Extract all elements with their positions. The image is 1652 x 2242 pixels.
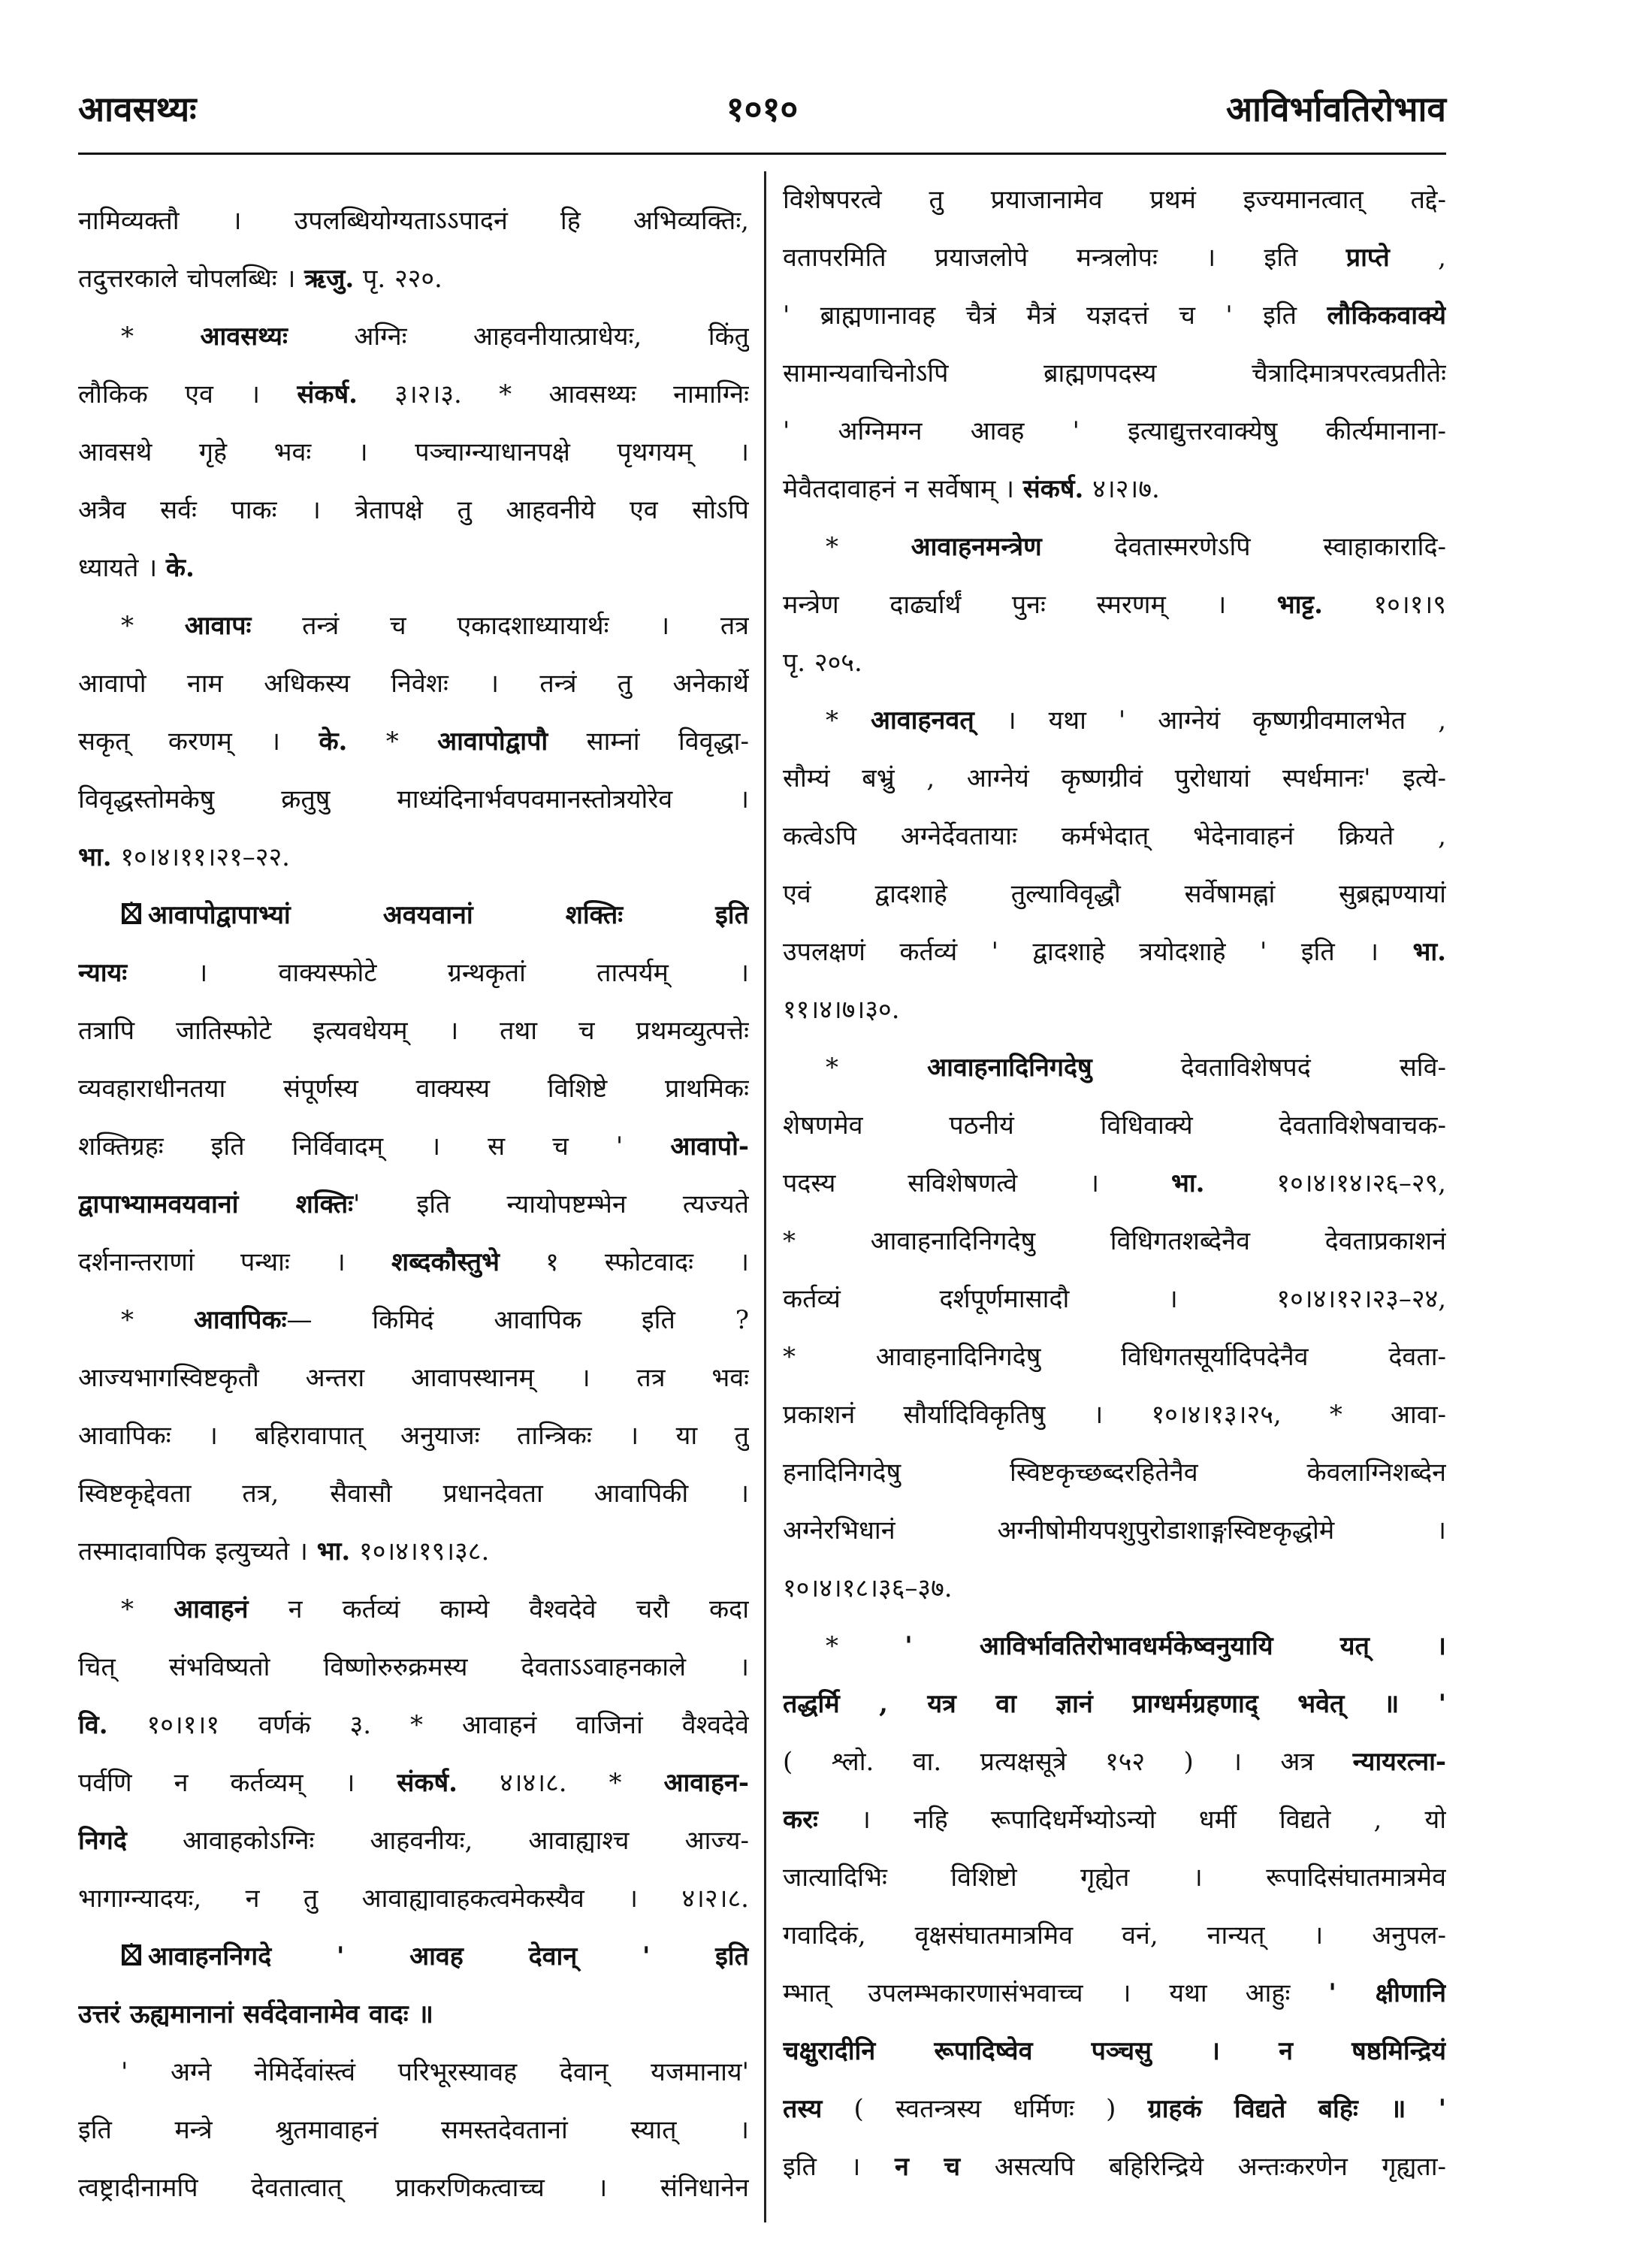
- text-segment: *: [347, 727, 438, 757]
- text-line: [783, 461, 1446, 518]
- text-segment: प्रकाशनं सौर्यादिविकृतिषु । १०।४।१३।२५, * आवा-: [783, 1400, 1446, 1430]
- text-segment: ११।४।७।३०.: [783, 995, 900, 1025]
- text-line: [78, 887, 749, 944]
- bold-term: आवाहनमन्त्रेण: [911, 532, 1042, 562]
- bold-term: आवापोद्वापौ: [437, 727, 548, 757]
- text-segment: *: [121, 611, 185, 641]
- text-line: [783, 1791, 1446, 1849]
- text-segment: — किमिदं आवापिक इति ?: [286, 1305, 749, 1335]
- text-line: [78, 1465, 749, 1523]
- header-rule: [78, 153, 1446, 155]
- text-segment: न कर्तव्यं काम्ये वैश्वदेवे चरौ कदा: [248, 1594, 749, 1624]
- bold-term: भा.: [78, 842, 112, 872]
- bold-term: आवाहन-: [663, 1768, 749, 1798]
- text-segment: त्वष्ट्रादीनामपि देवतात्वात् प्राकरणिकत्वाच्च । संनिधानेन: [78, 2173, 749, 2203]
- text-line: [78, 2101, 749, 2159]
- text-segment: नामिव्यक्तौ । उपलब्धियोग्यताऽऽपादनं हि अभिव्यक्तिः,: [78, 206, 749, 236]
- text-segment: ( स्वतन्त्रस्य धर्मिणः ): [822, 2094, 1148, 2124]
- text-segment: पृ. २२०.: [354, 264, 442, 294]
- text-segment: पृ. २०५.: [783, 648, 862, 678]
- head-left-word: आवसथ्यः: [78, 89, 197, 129]
- text-segment: १०।४।१९।३८.: [350, 1536, 490, 1567]
- text-line: [783, 1502, 1446, 1560]
- text-segment: । वाक्यस्फोटे ग्रन्थकृतां तात्पर्यम् ।: [127, 958, 749, 988]
- text-segment: असत्यपि बहिरिन्द्रिये अन्तःकरणेन गृह्यता-: [960, 2152, 1446, 2182]
- text-segment: सौम्यं बभ्रुं , आग्नेयं कृष्णग्रीवं पुरोधायां स्पर्धमानः' इत्ये-: [783, 763, 1446, 793]
- text-segment: जात्यादिभिः विशिष्टो गृह्येत । रूपादिसंघातमात्रमेव: [783, 1863, 1446, 1893]
- text-segment: स्विष्टकृद्देवता तत्र, सैवासौ प्रधानदेवता आवापिकी ।: [78, 1479, 749, 1509]
- text-line: [783, 1155, 1446, 1213]
- bold-term: आवसथ्यः: [200, 322, 288, 352]
- text-segment: गवादिकं, वृक्षसंघातमात्रमिव वनं, नान्यत् । अनुपल-: [783, 1920, 1446, 1950]
- text-line: [783, 518, 1446, 576]
- text-segment: १ स्फोटवादः ।: [499, 1247, 749, 1277]
- text-line: [783, 403, 1446, 461]
- text-segment: आवापिकः । बहिरावापात् अनुयाजः तान्त्रिकः । या तु: [78, 1421, 749, 1451]
- bold-term: के.: [319, 727, 348, 757]
- text-segment: । यथा ' आग्नेयं कृष्णग्रीवमालभेत ,: [974, 706, 1446, 736]
- text-segment: १०।४।१४।२६–२९,: [1204, 1168, 1446, 1198]
- text-segment: १०।१।९: [1322, 590, 1446, 620]
- text-segment: इति ।: [783, 2152, 895, 2182]
- bold-term: वि.: [78, 1710, 108, 1740]
- text-segment: तत्रापि जातिस्फोटे इत्यवधेयम् । तथा च प्रथमव्युत्पत्तेः: [78, 1016, 749, 1046]
- text-line: [783, 287, 1446, 345]
- text-line: [78, 771, 749, 829]
- text-line: [783, 1733, 1446, 1791]
- text-line: [78, 1754, 749, 1812]
- text-segment: चित् संभविष्यतो विष्णोरुरुक्रमस्य देवताऽऽवाहनकाले ।: [78, 1652, 749, 1682]
- text-line: [78, 1870, 749, 1928]
- text-line: [78, 1928, 749, 1986]
- text-line: [783, 923, 1446, 981]
- left-column: [78, 192, 749, 2221]
- text-line: [783, 2023, 1446, 2080]
- text-segment: * आवाहनादिनिगदेषु विधिगतशब्देनैव देवताप्रकाशनं: [783, 1226, 1446, 1256]
- text-segment: शेषणमेव पठनीयं विधिवाक्ये देवताविशेषवाचक-: [783, 1110, 1446, 1141]
- text-segment: ' इति न्यायोपष्टम्भेन त्यज्यते: [353, 1189, 749, 1219]
- text-segment: आवापो नाम अधिकस्य निवेशः । तन्त्रं तु अनेकार्थे: [78, 669, 749, 699]
- text-line: [783, 2138, 1446, 2196]
- running-head: [78, 75, 1446, 143]
- text-line: [783, 2080, 1446, 2138]
- text-line: [783, 981, 1446, 1039]
- text-line: [783, 1849, 1446, 1907]
- bold-term: आवाहनवत्: [871, 706, 974, 736]
- bold-term: भाट्ट.: [1276, 590, 1323, 620]
- bold-term: संकर्ष.: [1022, 474, 1084, 504]
- text-line: [78, 597, 749, 655]
- text-line: [78, 1581, 749, 1639]
- text-line: [783, 1444, 1446, 1502]
- text-line: [78, 1639, 749, 1697]
- text-segment: ' अग्ने नेमिर्देवांस्त्वं परिभूरस्यावह देवान् यजमानाय': [121, 2057, 749, 2087]
- text-line: [78, 1292, 749, 1349]
- text-segment: तन्त्रं च एकादशाध्यायार्थः । तत्र: [251, 611, 749, 641]
- text-line: [783, 1213, 1446, 1271]
- bold-term: ' क्षीणानि: [1328, 1978, 1446, 2008]
- text-line: [783, 1039, 1446, 1097]
- text-line: [783, 692, 1446, 750]
- bold-term: ' आविर्भावतिरोभावधर्मकेष्वनुयायि यत् ।: [905, 1631, 1446, 1661]
- bold-term: ग्राहकं विद्यते बहिः ॥ ': [1147, 2094, 1446, 2124]
- text-segment: सामान्यवाचिनोऽपि ब्राह्मणपदस्य चैत्रादिमात्रपरत्वप्रतीतेः: [783, 358, 1446, 388]
- text-segment: *: [121, 322, 201, 352]
- bold-term: उत्तरं ऊह्यमानानां सर्वदेवानामेव वादः ॥: [78, 1999, 433, 2029]
- text-line: [783, 866, 1446, 923]
- text-segment: वतापरमिति प्रयाजलोपे मन्त्रलोपः । इति: [783, 243, 1346, 273]
- text-line: [78, 655, 749, 713]
- text-segment: विशेषपरत्वे तु प्रयाजानामेव प्रथमं इज्यमानत्वात् तद्दे-: [783, 185, 1446, 215]
- text-segment: साम्नां विवृद्धा-: [548, 727, 749, 757]
- text-line: [78, 1118, 749, 1176]
- bold-term: के.: [165, 553, 195, 583]
- text-line: [783, 1907, 1446, 1965]
- text-segment: देवताविशेषपदं सवि-: [1092, 1053, 1446, 1083]
- text-segment: देवतास्मरणेऽपि स्वाहाकारादि-: [1041, 532, 1446, 562]
- text-segment: *: [826, 1631, 905, 1661]
- bold-term: आवाहननिगदे ' आवह देवान् ' इति: [148, 1941, 749, 1972]
- text-line: [783, 1328, 1446, 1386]
- text-line: [78, 1697, 749, 1754]
- text-line: [78, 482, 749, 539]
- page-number: १०१०: [726, 89, 799, 129]
- text-segment: अग्नेरभिधानं अग्नीषोमीयपशुपुरोडाशाङ्गस्विष्टकृद्धोमे ।: [783, 1515, 1446, 1546]
- bold-term: भा.: [1170, 1168, 1205, 1198]
- text-segment: आवसथे गृहे भवः । पञ्चाग्न्याधानपक्षे पृथगयम् ।: [78, 437, 749, 467]
- bold-term: लौकिकवाक्ये: [1327, 301, 1446, 331]
- text-line: [78, 192, 749, 250]
- bold-term: तद्धर्मि , यत्र वा ज्ञानं प्राग्धर्मग्रहणाद् भवेत् ॥ ': [783, 1689, 1446, 1719]
- text-segment: १०।४।११।२१–२२.: [111, 842, 290, 872]
- text-segment: इति मन्त्रे श्रुतमावाहनं समस्तदेवतानां स्यात् ।: [78, 2115, 749, 2145]
- text-segment: मेवैतदावाहनं न सर्वेषाम् ।: [783, 474, 1023, 504]
- text-segment: कर्तव्यं दर्शपूर्णमासादौ । १०।४।१२।२३–२४,: [783, 1284, 1446, 1314]
- text-line: [783, 1271, 1446, 1328]
- text-segment: ४।४।८. *: [457, 1768, 664, 1798]
- text-segment: अग्निः आहवनीयात्प्राधेयः, किंतु: [287, 322, 749, 352]
- bold-term: न्यायरत्ना-: [1352, 1747, 1446, 1777]
- text-line: [78, 1986, 749, 2044]
- text-line: [783, 750, 1446, 808]
- text-line: [783, 171, 1446, 229]
- nyaya-mark-icon: [121, 1931, 143, 1956]
- text-line: [78, 539, 749, 597]
- text-segment: *: [121, 1594, 174, 1624]
- text-segment: शक्तिग्रहः इति निर्विवादम् । स च ': [78, 1132, 671, 1162]
- bold-term: आवापोद्वापाभ्यां अवयवानां शक्तिः इति: [148, 900, 749, 930]
- bold-term: भा.: [1412, 937, 1446, 967]
- text-segment: ' ब्राह्मणानावह चैत्रं मैत्रं यज्ञदत्तं च ' इति: [783, 301, 1327, 331]
- bold-term: प्राप्ते: [1345, 243, 1390, 273]
- text-segment: ४।२।७.: [1083, 474, 1160, 504]
- text-line: [783, 1097, 1446, 1155]
- text-segment: सकृत् करणम् ।: [78, 727, 319, 757]
- bold-term: द्वापाभ्यामवयवानां शक्तिः: [78, 1189, 354, 1219]
- bold-term: आवाहनादिनिगदेषु: [927, 1053, 1092, 1083]
- column-divider: [764, 171, 766, 2222]
- text-segment: आवाहकोऽग्निः आहवनीयः, आवाह्याश्च आज्य-: [126, 1826, 749, 1856]
- bold-term: आवाहनं: [174, 1594, 249, 1624]
- bold-term: भा.: [316, 1536, 351, 1567]
- text-segment: १०।१।१ वर्णकं ३. * आवाहनं वाजिनां वैश्वदेवे: [107, 1710, 749, 1740]
- head-right-word: आविर्भावतिरोभाव: [1225, 89, 1446, 129]
- text-line: [78, 1523, 749, 1581]
- text-segment: ध्यायते ।: [78, 553, 166, 583]
- bold-term: न्यायः: [78, 958, 128, 988]
- bold-term: आवापो-: [670, 1132, 749, 1162]
- bold-term: निगदे: [78, 1826, 127, 1856]
- text-segment: दर्शनान्तराणां पन्थाः ।: [78, 1247, 391, 1277]
- text-segment: मन्त्रेण दार्ढ्यार्थं पुनः स्मरणम् ।: [783, 590, 1277, 620]
- text-line: [78, 2044, 749, 2101]
- text-line: [783, 229, 1446, 287]
- text-line: [783, 1675, 1446, 1733]
- text-segment: ( श्लो. वा. प्रत्यक्षसूत्रे १५२ ) । अत्र: [783, 1747, 1353, 1777]
- text-line: [78, 1349, 749, 1407]
- bold-term: न च: [894, 2152, 961, 2182]
- text-segment: तस्मादावापिक इत्युच्यते ।: [78, 1536, 317, 1567]
- text-segment: *: [121, 1305, 194, 1335]
- bold-term: संकर्ष.: [397, 1768, 458, 1798]
- bold-term: ऋजु.: [304, 264, 355, 294]
- text-segment: ,: [1389, 243, 1446, 273]
- text-line: [783, 1618, 1446, 1675]
- text-segment: ' अग्निमग्न आवह ' इत्याद्युत्तरवाक्येषु कीर्त्यमानाना-: [783, 416, 1446, 446]
- text-line: [783, 1386, 1446, 1444]
- text-segment: ३।२।३. * आवसथ्यः नामाग्निः: [357, 379, 749, 409]
- text-segment: *: [826, 532, 911, 562]
- text-line: [783, 1965, 1446, 2023]
- text-line: [78, 713, 749, 771]
- text-line: [78, 1234, 749, 1292]
- bold-term: शब्दकौस्तुभे: [391, 1247, 500, 1277]
- text-segment: *: [826, 1053, 928, 1083]
- bold-term: करः: [783, 1805, 818, 1835]
- text-line: [783, 634, 1446, 692]
- bold-term: आवापिकः: [193, 1305, 287, 1335]
- text-line: [783, 1560, 1446, 1618]
- text-line: [78, 308, 749, 366]
- text-line: [78, 366, 749, 424]
- text-segment: । नहि रूपादिधर्मेभ्योऽन्यो धर्मी विद्यते , यो: [817, 1805, 1446, 1835]
- nyaya-mark-icon: [121, 890, 143, 915]
- text-line: [78, 1407, 749, 1465]
- bold-term: चक्षुरादीनि रूपादिष्वेव पञ्चसु । न षष्ठमिन्द्रियं: [783, 2036, 1446, 2066]
- text-segment: * आवाहनादिनिगदेषु विधिगतसूर्यादिपदेनैव देवता-: [783, 1342, 1446, 1372]
- text-segment: पर्वणि न कर्तव्यम् ।: [78, 1768, 397, 1798]
- text-segment: अत्रैव सर्वः पाकः । त्रेतापक्षे तु आहवनीये एव सोऽपि: [78, 495, 749, 525]
- text-segment: *: [826, 706, 871, 736]
- bold-term: संकर्ष.: [297, 379, 358, 409]
- text-line: [78, 250, 749, 308]
- text-segment: १०।४।१८।३६–३७.: [783, 1573, 953, 1603]
- text-segment: हनादिनिगदेषु स्विष्टकृच्छब्दरहितेनैव केवलाग्निशब्देन: [783, 1458, 1446, 1488]
- text-segment: आज्यभागस्विष्टकृतौ अन्तरा आवापस्थानम् । तत्र भवः: [78, 1363, 749, 1393]
- text-line: [783, 345, 1446, 403]
- text-line: [78, 1060, 749, 1118]
- bold-term: तस्य: [783, 2094, 823, 2124]
- text-line: [783, 576, 1446, 634]
- text-segment: म्भात् उपलम्भकारणासंभवाच्च । यथा आहुः: [783, 1978, 1329, 2008]
- bold-term: आवापः: [184, 611, 252, 641]
- text-line: [78, 1812, 749, 1870]
- text-segment: कत्वेऽपि अग्नेर्देवतायाः कर्मभेदात् भेदेनावाहनं क्रियते ,: [783, 821, 1446, 851]
- text-line: [78, 1002, 749, 1060]
- text-segment: उपलक्षणं कर्तव्यं ' द्वादशाहे त्रयोदशाहे ' इति ।: [783, 937, 1413, 967]
- text-line: [78, 829, 749, 887]
- text-segment: पदस्य सविशेषणत्वे ।: [783, 1168, 1171, 1198]
- text-segment: भागाग्न्यादयः, न तु आवाह्यावाहकत्वमेकस्यैव । ४।२।८.: [78, 1884, 749, 1914]
- right-column: [783, 171, 1446, 2200]
- text-line: [78, 1176, 749, 1234]
- text-segment: लौकिक एव ।: [78, 379, 297, 409]
- text-segment: तदुत्तरकाले चोपलब्धिः ।: [78, 264, 305, 294]
- text-line: [783, 808, 1446, 866]
- text-segment: एवं द्वादशाहे तुल्याविवृद्धौ सर्वेषामह्नां सुब्रह्मण्यायां: [783, 879, 1446, 909]
- text-line: [78, 944, 749, 1002]
- text-segment: व्यवहाराधीनतया संपूर्णस्य वाक्यस्य विशिष्टे प्राथमिकः: [78, 1074, 749, 1104]
- text-segment: विवृद्धस्तोमकेषु क्रतुषु माध्यंदिनार्भवपवमानस्तोत्रयोरेव ।: [78, 784, 749, 814]
- text-line: [78, 2159, 749, 2217]
- text-line: [78, 424, 749, 482]
